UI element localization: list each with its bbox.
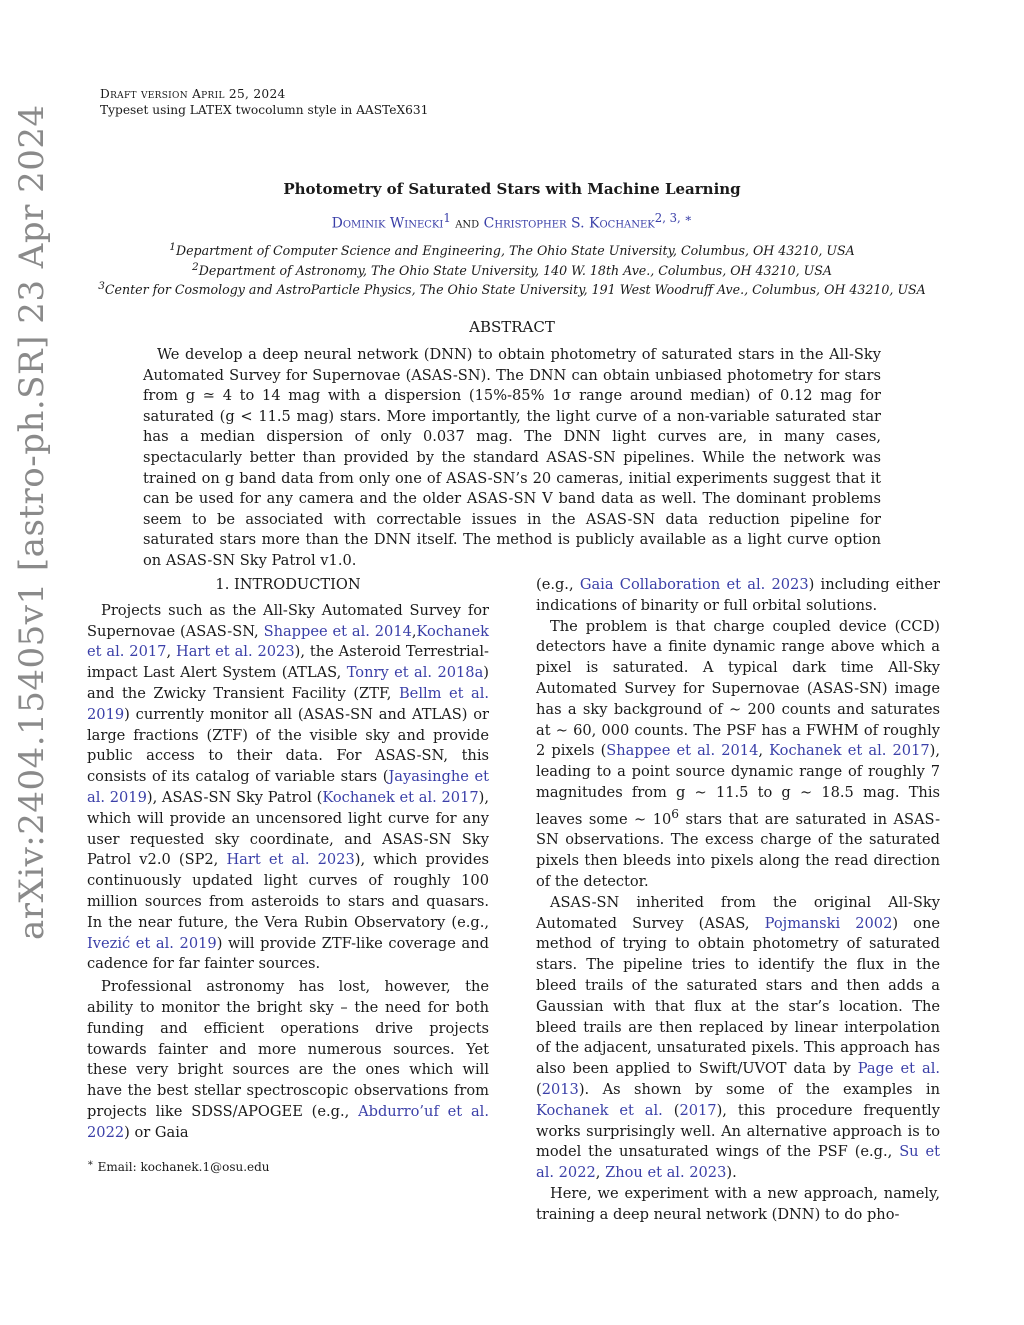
author-2[interactable]: Christopher S. Kochanek bbox=[483, 215, 655, 232]
arxiv-stamp: arXiv:2404.15405v1 [astro-ph.SR] 23 Apr 2024 bbox=[12, 104, 52, 940]
paper-title: Photometry of Saturated Stars with Machine Learning bbox=[283, 180, 741, 198]
affiliation-2: $^2$Department of Astronomy, The Ohio State University, 140 W. 18th Ave., Columbus, OH 43210, USA bbox=[192, 261, 832, 279]
citation-link[interactable]: Hart et al. 2023 bbox=[226, 851, 355, 869]
citation-link[interactable]: Shappee et al. 2014 bbox=[263, 622, 412, 640]
citation-link[interactable]: Tonry et al. 2018a bbox=[346, 664, 484, 682]
typeset-note: Typeset using LATEX twocolumn style in AASTeX631 bbox=[100, 103, 429, 117]
author-2-sup: 2, 3, ∗ bbox=[654, 211, 693, 225]
citation-link[interactable]: Shappee et al. 2014 bbox=[606, 742, 759, 760]
author-1[interactable]: Dominik Winecki bbox=[331, 215, 444, 232]
abstract-heading: ABSTRACT bbox=[469, 318, 555, 336]
author-list bbox=[0, 211, 1024, 232]
affiliation-3: $^3$Center for Cosmology and AstroParticle Physics, The Ohio State University, 191 West Woodruff Ave., Columbus, OH 43210, USA bbox=[98, 280, 926, 298]
footnote-email: Email: kochanek.1@osu.edu bbox=[97, 1160, 270, 1174]
citation-link[interactable]: Page et al. bbox=[857, 1060, 940, 1078]
citation-link[interactable]: Hart et al. 2023 bbox=[176, 643, 295, 661]
footnote: ∗ Email: kochanek.1@osu.edu bbox=[87, 1158, 270, 1174]
citation-link[interactable]: Kochanek et al. 2017 bbox=[87, 622, 489, 661]
affiliation-1: $^1$Department of Computer Science and Engineering, The Ohio State University, Columbus, OH 43210, USA bbox=[169, 241, 855, 259]
citation-link[interactable]: Pojmanski 2002 bbox=[764, 914, 893, 932]
citation-link[interactable]: 2013 bbox=[541, 1080, 579, 1098]
intro-paragraph-5: Here, we experiment with a new approach, namely, training a deep neural network (DNN) to do pho- bbox=[536, 1184, 940, 1223]
intro-paragraph-2-cont: (e.g., Gaia Collaboration et al. 2023) including either indications of binarity or full orbital solutions. bbox=[536, 576, 940, 614]
draft-header bbox=[100, 86, 428, 118]
citation-link[interactable]: Su et al. 2022 bbox=[536, 1143, 940, 1182]
intro-paragraph-3: The problem is that charge coupled device (CCD) detectors have a finite dynamic range above which a pixel is saturated. A typical dark time All-Sky Automated Survey for Supernovae (ASAS-SN) image has a sky background of ∼ 200 counts and saturates at ∼ 60, 000 counts. The PSF has a FWHM of roughly 2 pixels (Shappee et al. 2014, Kochanek et al. 2017), leading to a point source dynamic range of roughly 7 magnitudes from g ∼ 11.5 to g ∼ 18.5 mag. This leaves some ∼ $10^6$ stars that are saturated in ASAS-SN observations. The excess charge of the saturated pixels then bleeds into pixels along the read direction of the detector. bbox=[536, 617, 941, 891]
citation-link[interactable]: Zhou et al. 2023 bbox=[605, 1164, 727, 1182]
citation-link[interactable]: Abdurro’uf et al. 2022 bbox=[87, 1102, 489, 1141]
citation-link[interactable]: Kochanek et al. 2017 bbox=[769, 742, 930, 760]
author-and: and bbox=[455, 215, 480, 232]
citation-link[interactable]: Ivezić et al. 2019 bbox=[87, 934, 217, 952]
abstract-text: We develop a deep neural network (DNN) to obtain photometry of saturated stars in the All-Sky Automated Survey for Supernovae (ASAS-SN). The DNN can obtain unbiased photometry for stars from g ≃ 4 to 14 mag with a dispersion (15%-85% 1σ range around median) of 0.12 mag for saturated (g < 11.5 mag) stars. More importantly, the light curve of a non-variable saturated star has a median dispersion of only 0.037 mag. The DNN light curves are, in many cases, spectacularly better than provided by the standard ASAS-SN pipelines. While the network was trained on g band data from only one of ASAS-SN’s 20 cameras, initial experiments suggest that it can be used for any camera and the older ASAS-SN V band data as well. The dominant problems seem to be associated with correctable issues in the ASAS-SN data reduction pipeline for saturated stars more than the DNN itself. The method is publicly available as a light curve option on ASAS-SN Sky Patrol v1.0. bbox=[143, 346, 881, 569]
citation-link[interactable]: Kochanek et al. bbox=[536, 1101, 663, 1119]
left-column bbox=[87, 575, 489, 1144]
citation-link[interactable]: 2017 bbox=[679, 1101, 717, 1119]
citation-link[interactable]: Bellm et al. 2019 bbox=[87, 684, 489, 723]
intro-paragraph-2: Professional astronomy has lost, however, the ability to monitor the bright sky – the need for both funding and efficient operations drive projects towards fainter and more numerous sources. Yet these very bright sources are the ones which will have the best stellar spectroscopic observations from projects like SDSS/APOGEE (e.g., Abdurro’uf et al. 2022) or Gaia bbox=[87, 978, 489, 1141]
right-column bbox=[536, 575, 940, 1226]
citation-link[interactable]: Kochanek et al. 2017 bbox=[322, 788, 479, 806]
author-1-sup: 1 bbox=[443, 211, 451, 225]
draft-version: Draft version April 25, 2024 bbox=[100, 87, 286, 101]
citation-link[interactable]: Jayasinghe et al. 2019 bbox=[87, 768, 489, 806]
citation-link[interactable]: Gaia Collaboration et al. 2023 bbox=[579, 576, 809, 593]
intro-paragraph-1: Projects such as the All-Sky Automated Survey for Supernovae (ASAS-SN, Shappee et al. 2014,Kochanek et al. 2017, Hart et al. 2023), the Asteroid Terrestrial-impact Last Alert System (ATLAS, Tonry et al. 2018a) and the Zwicky Transient Facility (ZTF, Bellm et al. 2019) currently monitor all (ASAS-SN and ATLAS) or large fractions (ZTF) of the visible sky and provide public access to their data. For ASAS-SN, this consists of its catalog of variable stars (Jayasinghe et al. 2019), ASAS-SN Sky Patrol (Kochanek et al. 2017), which will provide an uncensored light curve for any user requested sky coordinate, and ASAS-SN Sky Patrol v2.0 (SP2, Hart et al. 2023), which provides continuously updated light curves of roughly 100 million sources from asteroids to stars and quasars. In the near future, the Vera Rubin Observatory (e.g., Ivezić et al. 2019) will provide ZTF-like coverage and cadence for far fainter sources. bbox=[87, 601, 489, 973]
section-heading-introduction: 1. INTRODUCTION bbox=[215, 576, 361, 593]
intro-paragraph-4: ASAS-SN inherited from the original All-Sky Automated Survey (ASAS, Pojmanski 2002) one method of trying to obtain photometry of saturated stars. The pipeline tries to identify the flux in the bleed trails of the saturated stars and then adds a Gaussian with that flux at the star’s location. The bleed trails are then replaced by linear interpolation of the adjacent, unsaturated pixels. This approach has also been applied to Swift/UVOT data by Page et al. (2013). As shown by some of the examples in Kochanek et al. (2017), this procedure frequently works surprisingly well. An alternative approach is to model the unsaturated wings of the PSF (e.g., Su et al. 2022, Zhou et al. 2023). bbox=[536, 893, 940, 1182]
